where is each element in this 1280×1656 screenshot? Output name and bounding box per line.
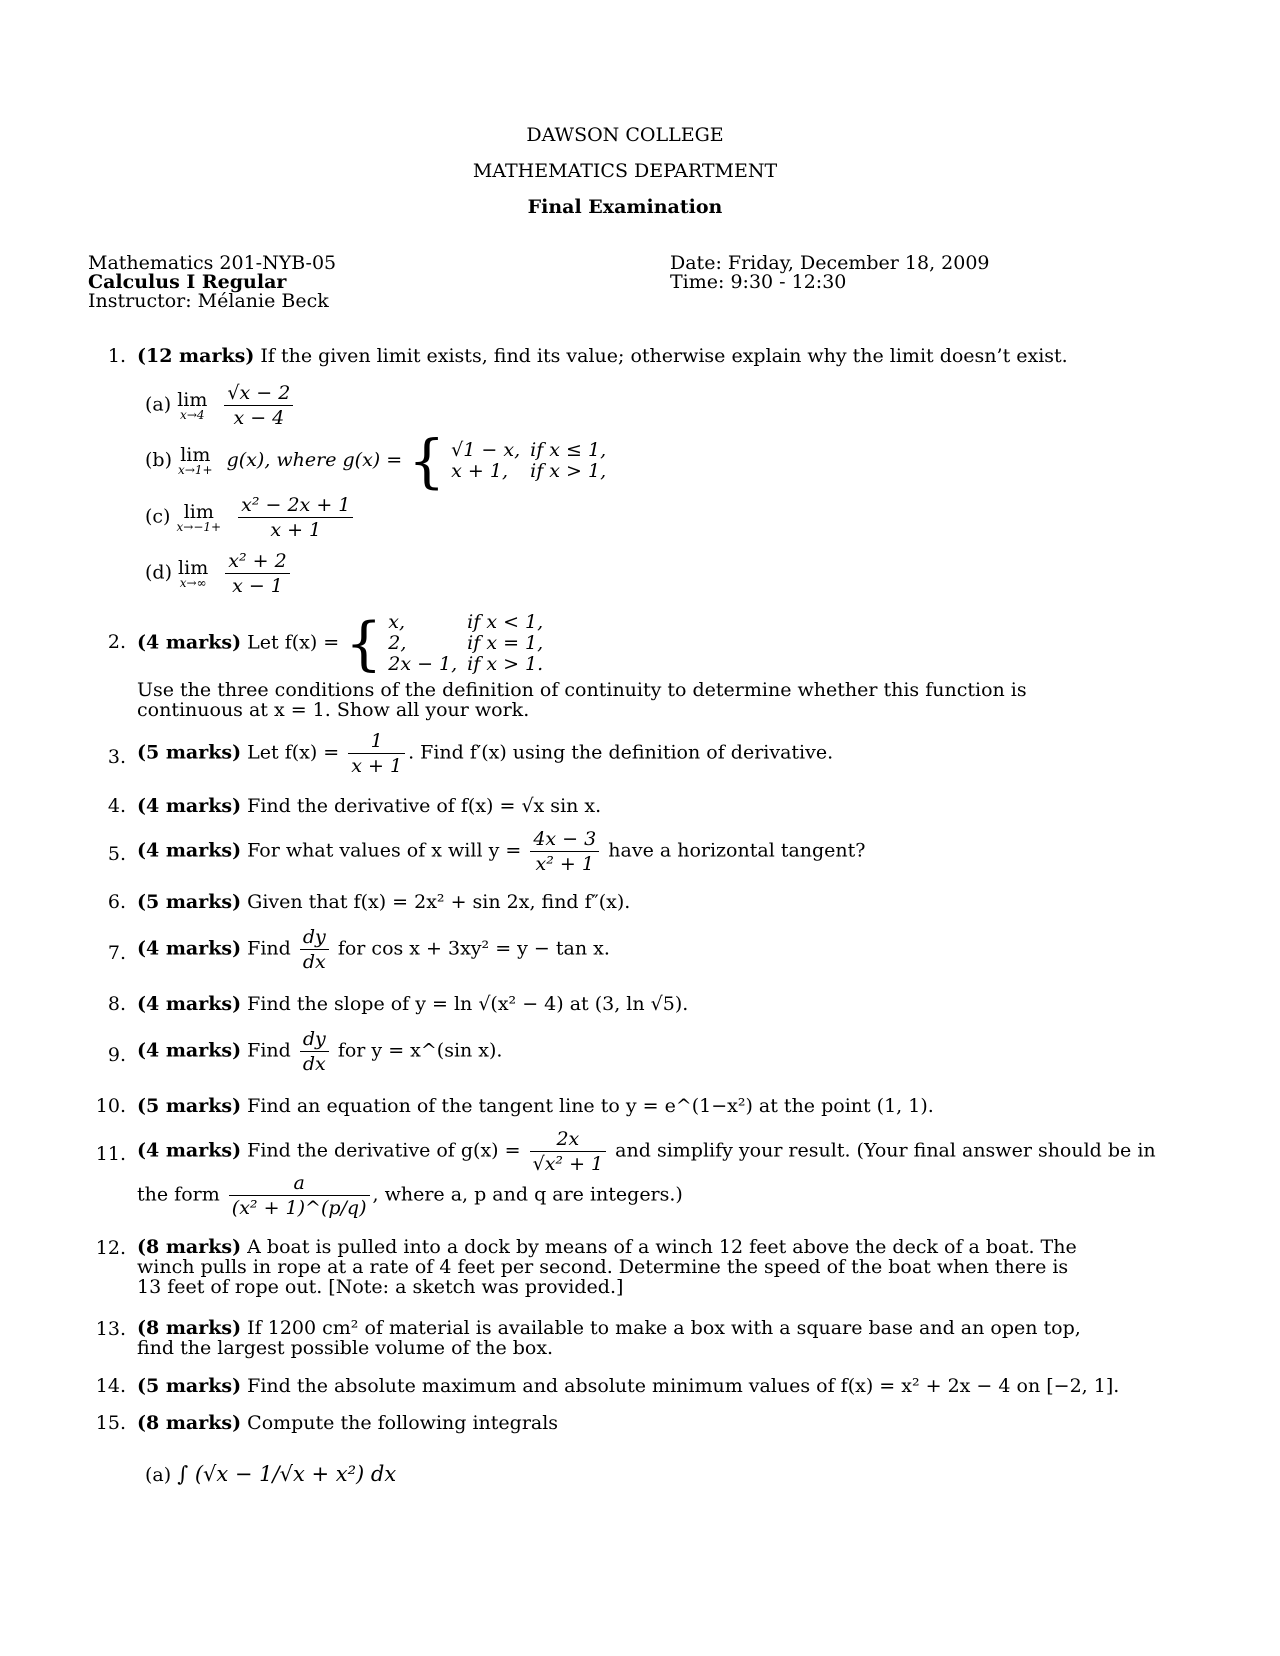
question-marks: (5 marks) — [137, 1375, 242, 1397]
question-text-after: . Find f′(x) using the definition of derivative. — [408, 741, 834, 764]
question-marks: (5 marks) — [137, 891, 242, 913]
limit: lim x→−1+ — [176, 500, 222, 534]
exam-title: Final Examination — [527, 196, 723, 218]
question-3 — [137, 730, 833, 777]
question-1 — [137, 345, 1068, 367]
fraction: $\frac{√x - 2}{x - 4}$ — [224, 382, 293, 429]
question-number: 11. — [95, 1143, 126, 1165]
question-number: 10. — [95, 1095, 126, 1117]
part-label: (a) — [145, 393, 172, 416]
question-number: 5. — [107, 843, 126, 865]
question-text: Find an equation of the tangent line to y = e^(1−x²) at the point (1, 1). — [247, 1095, 934, 1117]
question-text: Find the absolute maximum and absolute minimum values of f(x) = x² + 2x − 4 on [−2, 1]. — [247, 1375, 1120, 1397]
question-number: 6. — [107, 891, 126, 913]
question-text-after: , where a, p and q are integers.) — [372, 1183, 683, 1206]
question-marks: (8 marks) — [137, 1317, 242, 1339]
fraction: $\frac{dy}{dx}$ — [300, 1028, 329, 1075]
question-marks: (8 marks) — [137, 1412, 242, 1434]
question-text: Compute the following integrals — [247, 1412, 559, 1434]
course-code: Mathematics 201-NYB-05 — [88, 252, 337, 274]
question-number: 8. — [107, 993, 126, 1015]
question-number: 12. — [95, 1237, 126, 1259]
question-12 — [137, 1237, 1097, 1297]
question-11 — [137, 1128, 1156, 1175]
question-14 — [137, 1375, 1119, 1397]
question-text-after: for cos x + 3xy² = y − tan x. — [337, 937, 610, 960]
question-6 — [137, 891, 630, 913]
fraction: $\frac{4x - 3}{\text{x² + 1}}$ — [530, 828, 599, 875]
question-number: 13. — [95, 1318, 126, 1340]
question-text: Find the slope of y = ln √(x² − 4) at (3, ln √5). — [247, 993, 689, 1015]
fraction: $\frac{\text{x² + 2}}{x - 1}$ — [225, 550, 289, 597]
exam-time: Time: 9:30 - 12:30 — [670, 271, 847, 293]
question-number: 14. — [95, 1375, 126, 1397]
fraction: $\frac{dy}{dx}$ — [300, 926, 329, 973]
question-marks: (5 marks) — [137, 1095, 242, 1117]
q15-part-a — [145, 1462, 396, 1486]
question-text: Find the derivative of f(x) = √x sin x. — [247, 795, 602, 817]
question-number: 1. — [107, 345, 126, 367]
question-2-followup: Use the three conditions of the definition of continuity to determine whether this function is continuous at x = 1. Show all your work. — [137, 679, 1027, 721]
fraction: $\frac{2x}{\text{√x² + 1}}$ — [530, 1128, 607, 1175]
question-text: Given that f(x) = 2x² + sin 2x, find f″(x). — [247, 891, 631, 913]
question-marks: (5 marks) — [137, 741, 242, 764]
limit: lim x→∞ — [178, 556, 209, 590]
question-marks: (8 marks) — [137, 1236, 242, 1258]
question-13 — [137, 1318, 1097, 1358]
question-marks: (4 marks) — [137, 1139, 242, 1162]
q1-part-a — [145, 382, 296, 429]
fraction: $\frac{\text{x² − 2x + 1}}{x + 1}$ — [238, 494, 353, 541]
cases-table: x, if x < 1, 2, if x = 1, 2x − 1, if x > 1. — [388, 611, 544, 675]
question-text: Find — [247, 937, 291, 960]
question-2 — [137, 609, 553, 678]
question-number: 2. — [107, 631, 126, 653]
question-8 — [137, 993, 688, 1015]
question-text: A boat is pulled into a dock by means of a winch 12 feet above the deck of a boat. The winch pulls in rope at a rate of 4 feet per second. Determine the speed of the boat when there is 13 feet of rope out. [Note: a sketch was provided.] — [137, 1236, 1077, 1298]
q1-part-b — [145, 427, 616, 495]
instructor: Instructor: Mélanie Beck — [88, 290, 329, 312]
question-10 — [137, 1095, 934, 1117]
part-label: (c) — [145, 505, 171, 528]
question-text: Find the derivative of g(x) = — [247, 1139, 521, 1162]
integral-expression: ∫ (√x − 1/√x + x²) dx — [177, 1462, 397, 1486]
q1-part-d — [145, 550, 293, 597]
question-9 — [137, 1028, 502, 1075]
left-brace: { — [408, 427, 446, 495]
question-text-after: have a horizontal tangent? — [608, 839, 866, 862]
question-text: For what values of x will y = — [247, 839, 522, 862]
part-label: (d) — [145, 561, 172, 584]
question-7 — [137, 926, 610, 973]
question-4 — [137, 795, 601, 817]
question-number: 4. — [107, 795, 126, 817]
q1-part-c — [145, 494, 356, 541]
college-name: DAWSON COLLEGE — [526, 124, 724, 146]
question-marks: (4 marks) — [137, 1039, 242, 1062]
question-marks: (4 marks) — [137, 631, 242, 654]
question-text: Let f(x) = — [247, 631, 340, 654]
limit: lim x→4 — [177, 388, 208, 422]
question-text-after: for y = x^(sin x). — [337, 1039, 503, 1062]
fraction: $\frac{a}{\text{(x² + 1)\textasciicircum{}(p/q)}}$ — [229, 1172, 370, 1219]
department-name: MATHEMATICS DEPARTMENT — [472, 160, 778, 182]
question-number: 7. — [107, 942, 126, 964]
question-text: Let f(x) = — [247, 741, 340, 764]
question-marks: (4 marks) — [137, 993, 242, 1015]
question-text: If 1200 cm² of material is available to make a box with a square base and an open top, find the largest possible volume of the box. — [137, 1317, 1081, 1359]
course-title: Calculus I Regular — [88, 271, 287, 293]
cases-table: √1 − x, if x ≤ 1, x + 1, if x > 1, — [451, 439, 607, 482]
part-label: (b) — [145, 449, 172, 471]
question-15 — [137, 1412, 558, 1434]
question-marks: (4 marks) — [137, 937, 242, 960]
question-text: If the given limit exists, find its value; otherwise explain why the limit doesn’t exist. — [260, 345, 1068, 367]
question-number: 15. — [95, 1412, 126, 1434]
left-brace: { — [345, 609, 383, 678]
question-5 — [137, 828, 865, 875]
question-marks: (4 marks) — [137, 795, 242, 817]
question-text-after: and simplify your result. (Your final answer should be in — [615, 1139, 1156, 1162]
fraction: $\frac{1}{x + 1}$ — [348, 730, 405, 777]
question-marks: (4 marks) — [137, 839, 242, 862]
question-marks: (12 marks) — [137, 345, 255, 367]
question-text: the form — [137, 1183, 220, 1206]
question-11-line2 — [137, 1172, 683, 1219]
question-number: 3. — [107, 746, 126, 768]
question-text: Find — [247, 1039, 291, 1062]
exam-date: Date: Friday, December 18, 2009 — [670, 252, 990, 274]
expression: g(x), where g(x) = — [226, 449, 403, 471]
part-label: (a) — [145, 1464, 172, 1486]
question-number: 9. — [107, 1044, 126, 1066]
limit: lim x→1+ — [178, 444, 213, 477]
